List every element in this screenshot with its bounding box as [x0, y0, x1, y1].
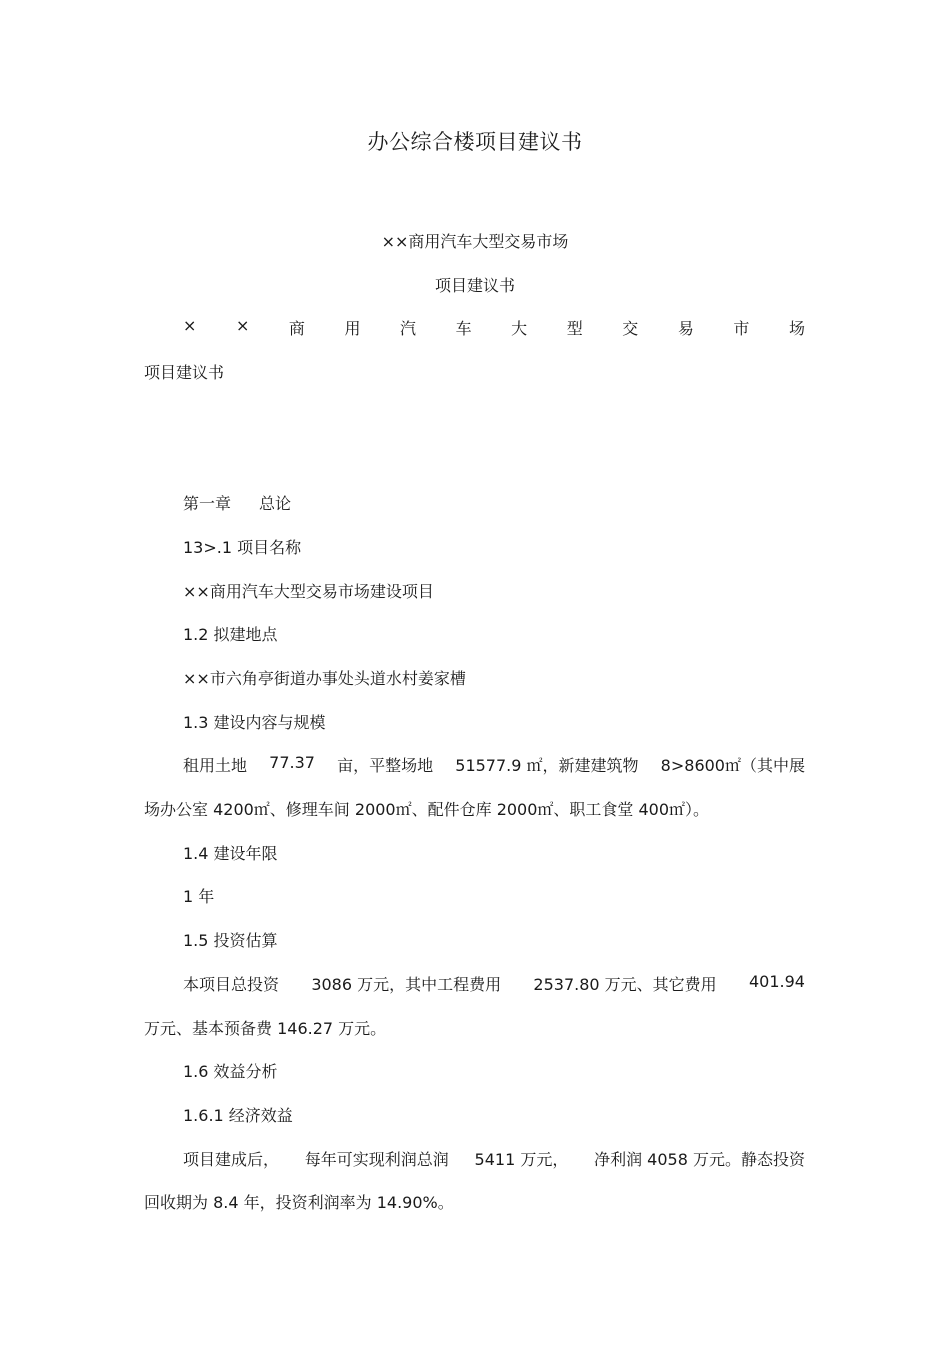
section-heading-1-5: 1.5 投资估算 [183, 931, 278, 950]
text-fragment: 净利润 4058 万元。静态投资 [594, 1150, 805, 1169]
spread-title-line [183, 316, 805, 339]
chapter-label: 第一章 [183, 494, 232, 513]
section-heading-1-2: 1.2 拟建地点 [183, 625, 278, 644]
text-fragment: 3086 万元，其中工程费用 [311, 975, 502, 994]
section-text-1-4: 1 年 [183, 887, 215, 906]
section-text-1-3-line-1 [183, 753, 805, 776]
spread-title-tail: 项目建议书 [144, 363, 225, 382]
section-heading-1-6-1: 1.6.1 经济效益 [183, 1106, 293, 1125]
spread-char: 商 [288, 319, 305, 338]
section-text-1-5-line-2: 万元、基本预备费 146.27 万元。 [144, 1019, 387, 1038]
text-fragment: 每年可实现利润总润 [304, 1150, 449, 1169]
section-text-1-5-line-1 [183, 972, 805, 995]
text-fragment: 2537.80 万元、其它费用 [533, 975, 717, 994]
section-text-1-6-1-line-2: 回收期为 8.4 年，投资利润率为 14.90%。 [144, 1193, 454, 1212]
section-heading-1-1: 13>.1 项目名称 [183, 538, 302, 557]
section-heading-1-6: 1.6 效益分析 [183, 1062, 278, 1081]
section-text-1-6-1-line-1 [183, 1147, 805, 1170]
spread-char: 交 [622, 319, 639, 338]
text-fragment: 本项目总投资 [183, 975, 280, 994]
text-fragment: 51577.9 ㎡，新建建筑物 [455, 756, 639, 775]
text-fragment: 项目建成后， [183, 1150, 280, 1169]
spread-char: 大 [511, 319, 528, 338]
text-fragment: 77.37 [269, 753, 315, 772]
section-heading-1-4: 1.4 建设年限 [183, 844, 278, 863]
section-text-1-2: ××市六角亭街道办事处头道水村姜家槽 [183, 669, 466, 688]
text-fragment: 401.94 [748, 972, 805, 991]
subtitle-line-2: 项目建议书 [434, 276, 515, 295]
chapter-heading [183, 491, 291, 514]
subtitle-line-1: ××商用汽车大型交易市场 [381, 232, 569, 251]
spread-char: × [235, 316, 250, 335]
text-fragment: 8>8600㎡（其中展 [660, 756, 805, 775]
spread-char: 易 [677, 319, 694, 338]
spread-char: 车 [455, 319, 472, 338]
text-fragment: 租用土地 [183, 756, 248, 775]
spread-char: 型 [566, 319, 583, 338]
text-fragment: 5411 万元， [474, 1150, 569, 1169]
spread-char: 用 [344, 319, 361, 338]
section-heading-1-3: 1.3 建设内容与规模 [183, 713, 326, 732]
section-text-1-3-line-2: 场办公室 4200㎡、修理车间 2000㎡、配件仓库 2000㎡、职工食堂 400㎡）。 [144, 800, 710, 819]
section-text-1-1: ××商用汽车大型交易市场建设项目 [183, 582, 434, 601]
spread-char: × [183, 316, 197, 335]
spread-char: 汽 [400, 319, 417, 338]
spread-char: 场 [788, 319, 805, 338]
spread-char: 市 [733, 319, 750, 338]
text-fragment: 亩，平整场地 [337, 756, 434, 775]
chapter-name: 总论 [259, 494, 292, 513]
document-title: 办公综合楼项目建议书 [367, 130, 583, 154]
